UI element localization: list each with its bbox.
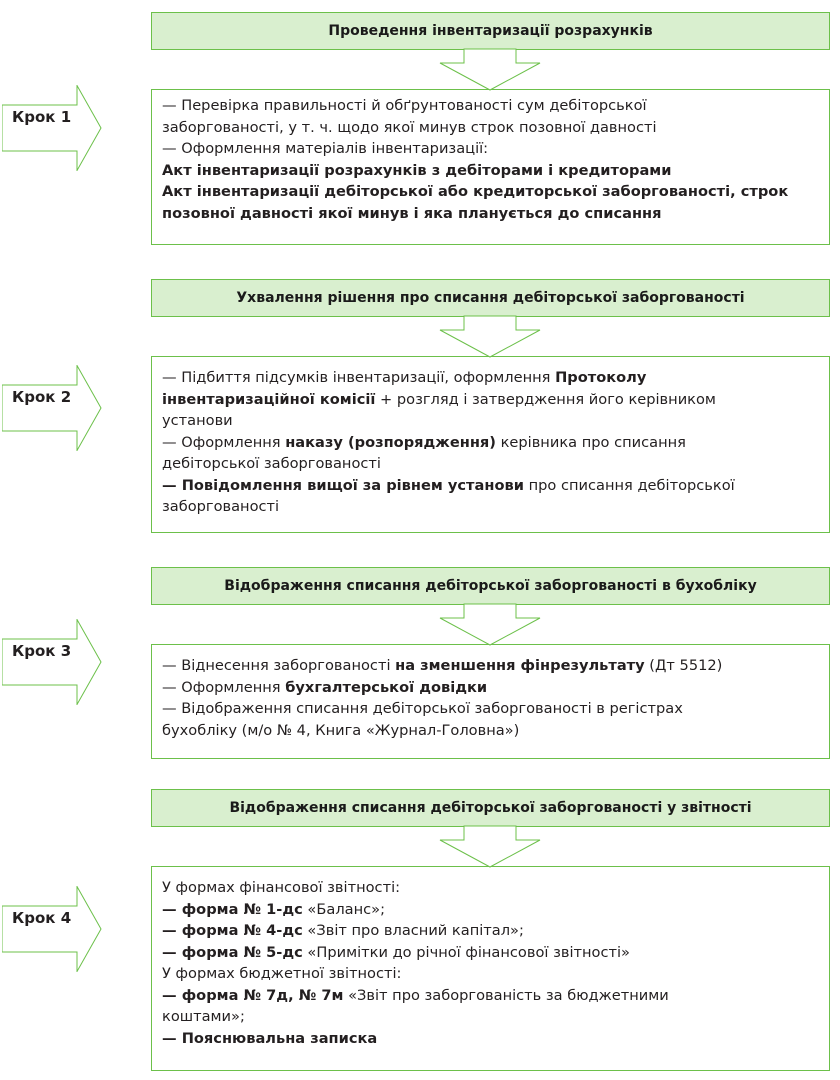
- text-segment: заборгованості: [162, 498, 280, 515]
- step3-down-arrow: [440, 604, 540, 646]
- text-segment: бухгалтерської довідки: [285, 678, 488, 696]
- step2-line-3: [162, 410, 819, 432]
- text-segment: інвентаризаційної комісії: [162, 390, 376, 408]
- step4-line-6: [162, 985, 819, 1007]
- text-segment: — Підбиття підсумків інвентаризації, оформлення: [162, 369, 556, 386]
- text-segment: + розгляд і затвердження його керівником: [375, 390, 716, 408]
- step3-header: Відображення списання дебіторської заборгованості в бухобліку: [151, 567, 830, 605]
- step2-down-arrow: [440, 316, 540, 358]
- text-segment: —: [162, 943, 182, 961]
- step2-line-5: [162, 453, 819, 475]
- step2-line-1: [162, 367, 819, 389]
- step1-label: Крок 1: [12, 108, 72, 126]
- text-segment: наказу (розпорядження): [285, 433, 496, 451]
- step1-down-arrow: [440, 49, 540, 91]
- step2-badge: [2, 365, 102, 455]
- text-segment: Акт інвентаризації розрахунків з дебіторами і кредиторами: [162, 161, 672, 179]
- step3-label: Крок 3: [12, 642, 72, 660]
- text-segment: форма № 5-дс: [181, 943, 303, 961]
- step4-line-8: [162, 1028, 819, 1050]
- step2-line-6: [162, 475, 819, 497]
- step1-line-6: [162, 203, 819, 225]
- step2-content-box: [151, 356, 830, 533]
- text-segment: —: [162, 476, 182, 494]
- step2-chevron-shape: [2, 365, 102, 451]
- text-segment: — Відображення списання дебіторської заборгованості в регістрах: [162, 700, 683, 717]
- text-segment: бухобліку (м/о № 4, Книга «Журнал-Головна»): [162, 721, 520, 739]
- step3-line-3: [162, 698, 819, 720]
- step3-line-1: [162, 655, 819, 677]
- step1-badge: [2, 85, 102, 175]
- text-segment: (Дт 5512): [644, 657, 723, 674]
- step4-down-arrow: [440, 826, 540, 868]
- step1-line-4: [162, 160, 819, 182]
- text-segment: Протоколу: [555, 369, 647, 386]
- step2-line-7: [162, 496, 819, 518]
- text-segment: — Перевірка правильності й обґрунтованості сум дебіторської: [162, 97, 647, 114]
- text-segment: коштами»;: [162, 1008, 245, 1025]
- step1-header: Проведення інвентаризації розрахунків: [151, 12, 830, 50]
- text-segment: — Оформлення матеріалів інвентаризації:: [162, 140, 489, 157]
- text-segment: —: [162, 1029, 182, 1047]
- text-segment: «Звіт про власний капітал»;: [302, 922, 524, 939]
- text-segment: —: [162, 922, 182, 939]
- text-segment: установи: [162, 412, 233, 429]
- step3-line-2: [162, 677, 819, 699]
- step4-line-2: [162, 899, 819, 921]
- step4-line-7: [162, 1006, 819, 1028]
- step4-header: Відображення списання дебіторської заборгованості у звітності: [151, 789, 830, 827]
- text-segment: Повідомлення вищої за рівнем установи: [181, 476, 524, 494]
- step2-label: Крок 2: [12, 388, 72, 406]
- step4-line-1: [162, 877, 819, 899]
- step1-line-1: [162, 95, 819, 117]
- step1-line-5: [162, 181, 819, 203]
- step4-line-3: [162, 920, 819, 942]
- step1-content-box: [151, 89, 830, 245]
- step4-chevron-shape: [2, 886, 102, 972]
- step4-label: Крок 4: [12, 909, 72, 927]
- text-segment: «Звіт про заборгованість за бюджетними: [343, 986, 669, 1004]
- step2-line-4: [162, 432, 819, 454]
- text-segment: —: [162, 900, 182, 918]
- text-segment: У формах бюджетної звітності:: [162, 965, 402, 982]
- step3-line-4: [162, 720, 819, 742]
- text-segment: форма № 7д, № 7м: [181, 986, 344, 1004]
- text-segment: — Віднесення заборгованості: [162, 657, 396, 674]
- step3-badge: [2, 619, 102, 709]
- step4-line-5: [162, 963, 819, 985]
- step3-chevron-shape: [2, 619, 102, 705]
- text-segment: У формах фінансової звітності:: [162, 879, 401, 896]
- step1-chevron-shape: [2, 85, 102, 171]
- step4-line-4: [162, 942, 819, 964]
- text-segment: про списання дебіторської: [523, 476, 735, 494]
- step4-content-box: [151, 866, 830, 1071]
- step2-header: Ухвалення рішення про списання дебіторської заборгованості: [151, 279, 830, 317]
- text-segment: Акт інвентаризації дебіторської або кредиторської заборгованості, строк: [162, 183, 789, 200]
- text-segment: заборгованості, у т. ч. щодо якої минув строк позовної давності: [162, 118, 657, 136]
- step3-content-box: [151, 644, 830, 759]
- step4-badge: [2, 886, 102, 976]
- step1-line-2: [162, 117, 819, 139]
- text-segment: Пояснювальна записка: [181, 1029, 378, 1047]
- text-segment: «Баланс»;: [302, 900, 386, 918]
- text-segment: —: [162, 986, 182, 1004]
- text-segment: позовної давності якої минув і яка планується до списання: [162, 204, 662, 222]
- text-segment: форма № 1-дс: [181, 900, 303, 918]
- text-segment: — Оформлення: [162, 433, 286, 451]
- step2-line-2: [162, 389, 819, 411]
- text-segment: — Оформлення: [162, 678, 286, 696]
- text-segment: керівника про списання: [495, 433, 686, 451]
- text-segment: на зменшення фінрезультату: [395, 657, 645, 674]
- text-segment: дебіторської заборгованості: [162, 455, 381, 472]
- text-segment: «Примітки до річної фінансової звітності»: [302, 943, 630, 961]
- step1-line-3: [162, 138, 819, 160]
- text-segment: форма № 4-дс: [181, 922, 303, 939]
